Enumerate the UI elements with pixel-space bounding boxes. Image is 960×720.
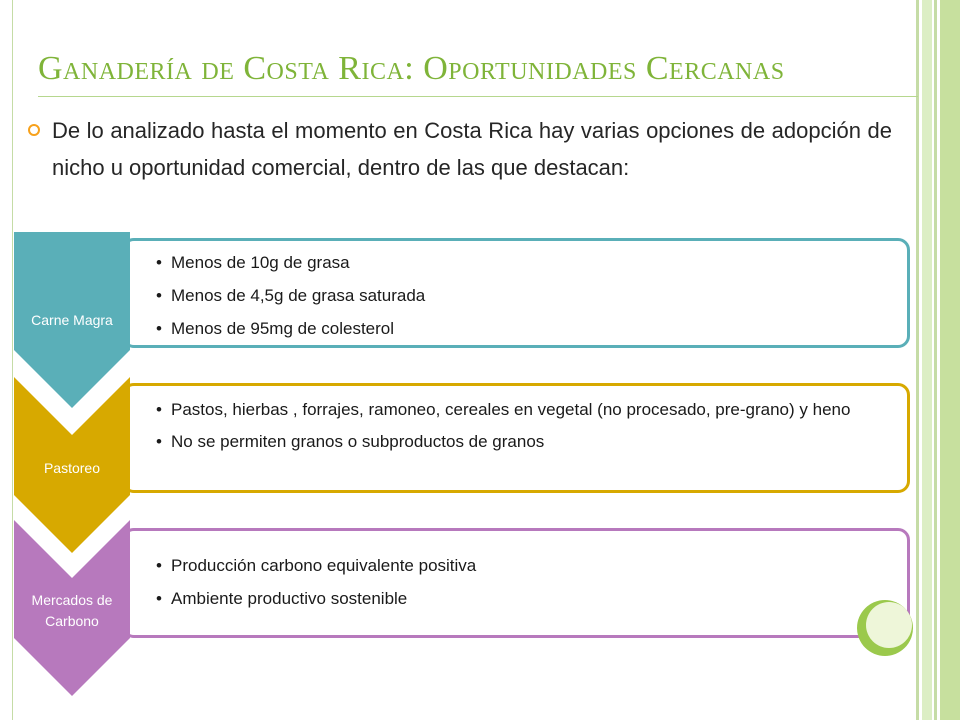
title-underline [38, 96, 918, 97]
slide-title: Ganadería de Costa Rica: Oportunidades Cercanas [38, 50, 785, 87]
carne-magra-bullets [149, 252, 897, 339]
list-item: • Pastos, hierbas , forrajes, ramoneo, cereales en vegetal (no procesado, pre-grano) y heno [149, 399, 897, 420]
chevron-label-carne-magra: Carne Magra [31, 312, 113, 328]
mercados-bullets [149, 555, 897, 609]
list-item: • No se permiten granos o subproductos de granos [149, 431, 897, 452]
decorative-circle-inner [866, 602, 912, 648]
item-box-mercados-de-carbono [122, 528, 910, 638]
item-box-pastoreo [122, 383, 910, 493]
list-item: • Menos de 4,5g de grasa saturada [149, 285, 897, 306]
list-item: • Menos de 10g de grasa [149, 252, 897, 273]
list-item: • Menos de 95mg de colesterol [149, 318, 897, 339]
chevron-label-pastoreo: Pastoreo [43, 460, 101, 476]
pastoreo-bullets [149, 399, 897, 452]
list-item: • Ambiente productivo sostenible [149, 588, 897, 609]
intro-text: De lo analizado hasta el momento en Costa Rica hay varias opciones de adopción de nicho u oportunidad comercial, dentro de las que destacan: [52, 118, 892, 180]
item-box-carne-magra [122, 238, 910, 348]
list-item: • Producción carbono equivalente positiva [149, 555, 897, 576]
bullet-icon [28, 124, 40, 136]
left-margin-rule [12, 0, 13, 720]
chevron-label-mercados-de-carbono: Mercados de Carbono [31, 592, 113, 629]
decorative-stripes [916, 0, 960, 720]
